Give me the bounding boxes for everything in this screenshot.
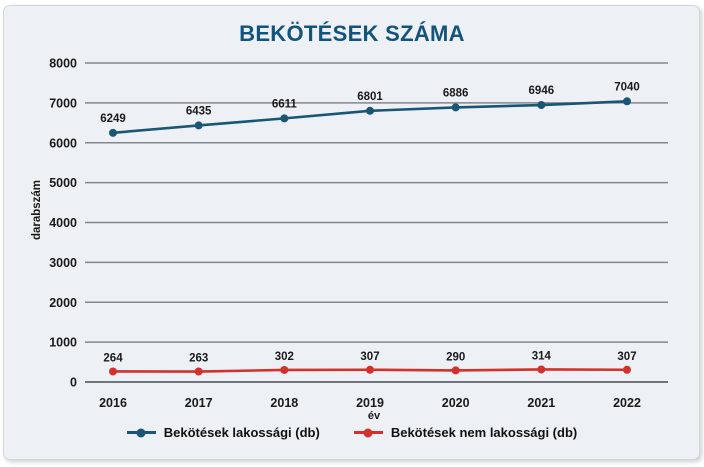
y-tick-label: 8000 xyxy=(49,56,77,71)
legend-dot-residential xyxy=(137,428,146,437)
data-point-marker xyxy=(366,107,374,115)
x-tick-label: 2017 xyxy=(184,396,213,410)
data-point-marker xyxy=(195,368,203,376)
legend-item-residential xyxy=(127,425,320,440)
legend-line-marker-residential xyxy=(127,431,156,434)
legend-label-residential: Bekötések lakossági (db) xyxy=(163,425,320,440)
data-point-label: 290 xyxy=(446,351,466,364)
x-tick-label: 2018 xyxy=(270,396,299,410)
data-point-label: 314 xyxy=(531,350,551,363)
data-point-label: 307 xyxy=(617,350,637,363)
x-tick-label: 2019 xyxy=(356,396,384,410)
data-point-label: 264 xyxy=(103,352,123,365)
chart-title: BEKÖTÉSEK SZÁMA xyxy=(239,21,465,46)
y-tick-label: 0 xyxy=(70,375,77,390)
data-point-marker xyxy=(452,366,460,374)
y-tick-label: 5000 xyxy=(49,176,77,191)
legend xyxy=(0,425,704,440)
y-tick-label: 7000 xyxy=(49,96,77,111)
data-point-label: 7040 xyxy=(614,81,640,94)
data-point-marker xyxy=(537,365,545,373)
data-point-label: 6611 xyxy=(271,98,297,111)
data-point-marker xyxy=(452,103,460,111)
x-axis-label: év xyxy=(367,410,381,422)
data-point-marker xyxy=(280,366,288,374)
data-point-marker xyxy=(109,367,117,375)
data-point-marker xyxy=(195,121,203,129)
data-point-label: 6249 xyxy=(100,112,126,125)
data-point-marker xyxy=(366,366,374,374)
data-point-marker xyxy=(623,97,631,105)
data-point-label: 6801 xyxy=(357,90,383,103)
y-tick-label: 4000 xyxy=(49,216,77,230)
data-point-marker xyxy=(623,366,631,374)
data-point-marker xyxy=(280,114,288,122)
data-point-label: 6435 xyxy=(185,105,212,118)
y-axis-label: darabszám xyxy=(31,179,43,241)
data-point-label: 302 xyxy=(274,350,294,363)
data-point-marker xyxy=(537,101,545,109)
data-point-label: 307 xyxy=(360,350,380,363)
legend-item-non-residential xyxy=(354,425,577,440)
legend-line-marker-non-residential xyxy=(354,431,383,434)
x-tick-label: 2020 xyxy=(441,396,470,410)
y-tick-label: 1000 xyxy=(49,335,77,350)
legend-dot-non-residential xyxy=(364,428,373,437)
data-point-label: 6946 xyxy=(528,85,555,98)
x-tick-label: 2022 xyxy=(613,396,641,410)
x-tick-label: 2021 xyxy=(527,396,556,410)
data-point-marker xyxy=(109,129,117,137)
x-tick-label: 2016 xyxy=(99,396,127,410)
data-point-label: 6886 xyxy=(442,87,469,100)
data-point-label: 263 xyxy=(189,352,209,365)
legend-label-non-residential: Bekötések nem lakossági (db) xyxy=(390,425,578,440)
y-tick-label: 6000 xyxy=(49,136,77,151)
y-tick-label: 3000 xyxy=(49,255,77,270)
y-tick-label: 2000 xyxy=(49,295,77,310)
